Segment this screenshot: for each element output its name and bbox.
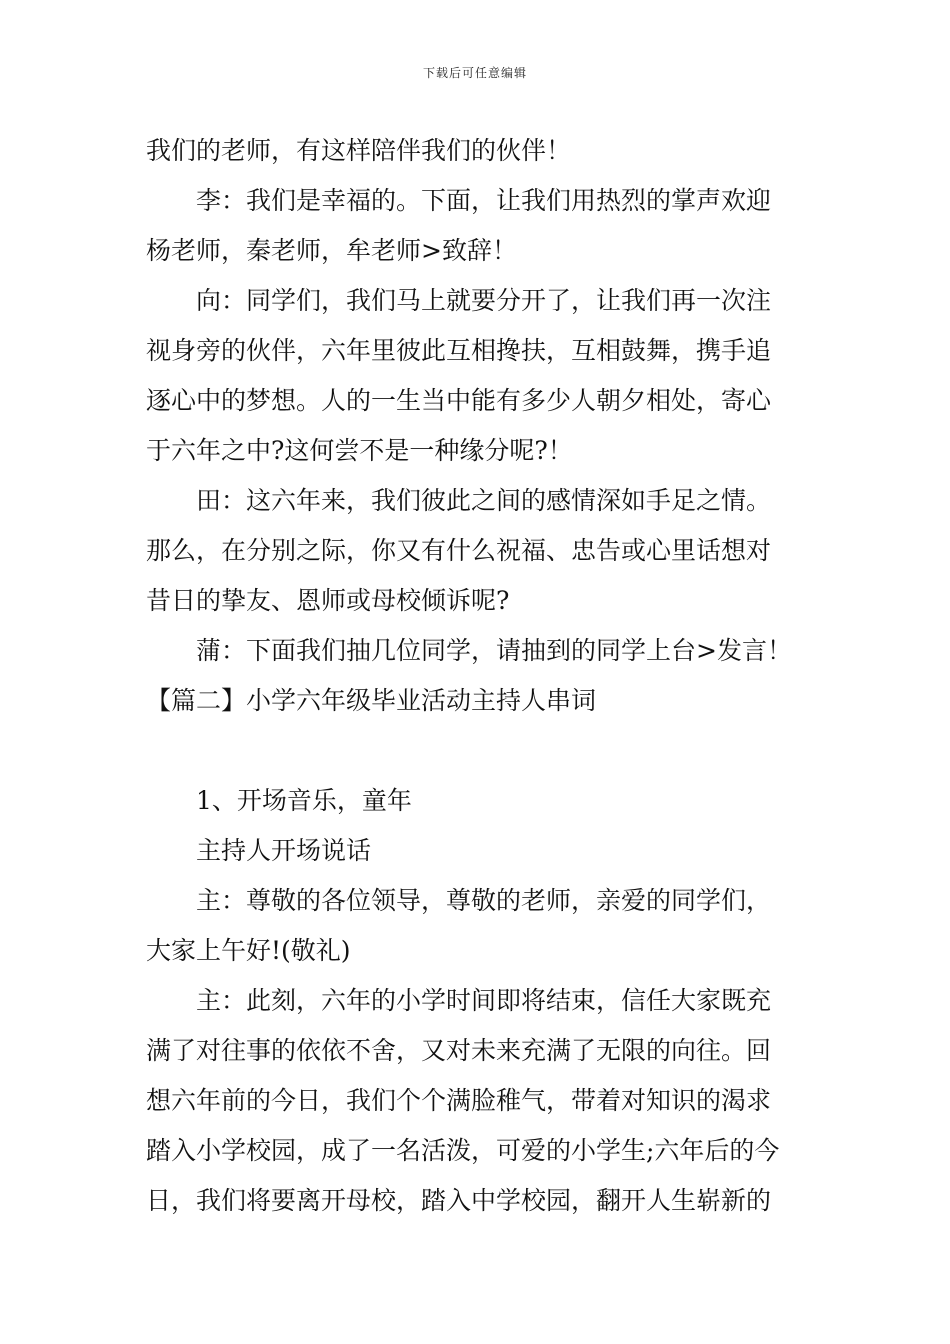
blank-line [146,726,826,776]
document-body [146,126,826,1226]
text-line: 逐心中的梦想。人的一生当中能有多少人朝夕相处，寄心 [146,386,772,415]
text-line: 大家上午好!(敬礼) [146,936,351,965]
text-line: 满了对往事的依依不舍，又对未来充满了无限的向往。回 [146,1036,772,1065]
text-line: 1、开场音乐，童年 [196,786,412,815]
text-line: 视身旁的伙伴，六年里彼此互相搀扶，互相鼓舞，携手追 [146,336,772,365]
text-line: 主：此刻，六年的小学时间即将结束，信任大家既充 [196,986,772,1015]
text-line: 于六年之中?这何尝不是一种缘分呢?！ [146,436,573,465]
text-line: 向：同学们，我们马上就要分开了，让我们再一次注 [196,286,772,315]
page-header: 下载后可任意编辑 [422,66,527,80]
text-line: 日，我们将要离开母校，踏入中学校园，翻开人生崭新的 [146,1186,772,1215]
text-line: 主：尊敬的各位领导，尊敬的老师，亲爱的同学们， [196,886,772,915]
text-line: 那么，在分别之际，你又有什么祝福、忠告或心里话想对 [146,536,772,565]
text-line: 踏入小学校园，成了一名活泼，可爱的小学生;六年后的今 [146,1136,780,1165]
text-line: 昔日的挚友、恩师或母校倾诉呢? [146,586,510,615]
text-line: 蒲：下面我们抽几位同学，请抽到的同学上台>发言！ [196,636,792,665]
section-heading: 【篇二】小学六年级毕业活动主持人串词 [146,686,597,715]
text-line: 田：这六年来，我们彼此之间的感情深如手足之情。 [196,486,772,515]
text-line: 主持人开场说话 [196,836,372,865]
text-line: 李：我们是幸福的。下面，让我们用热烈的掌声欢迎 [196,186,772,215]
text-line: 我们的老师，有这样陪伴我们的伙伴！ [146,136,572,165]
text-line: 杨老师，秦老师，牟老师>致辞！ [146,236,517,265]
text-line: 想六年前的今日，我们个个满脸稚气，带着对知识的渴求 [146,1086,772,1115]
